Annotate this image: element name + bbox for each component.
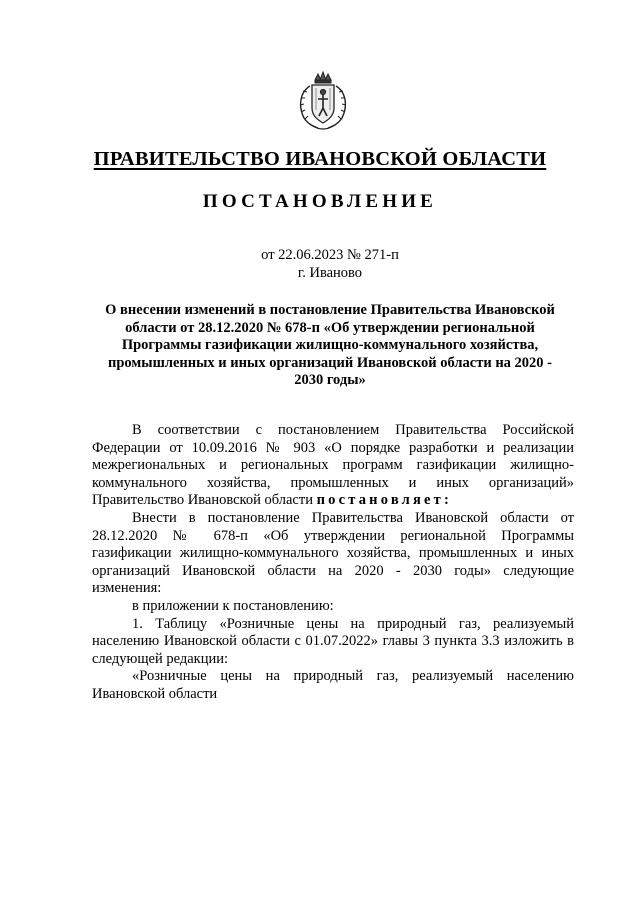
paragraph-appendix: в приложении к постановлению: [132, 597, 334, 614]
paragraph-item-1: 1. Таблицу «Розничные цены на природный газ, реализуемый населению Ивановской области с 01.07.2022» главы 3 пункта 3.3 изложить в следующей редакции: [92, 615, 574, 667]
document-city: г. Иваново [297, 265, 363, 281]
paragraph-table-title: «Розничные цены на природный газ, реализуемый населению Ивановской области [92, 668, 574, 702]
preamble-text: В соответствии с постановлением Правительства Российской Федерации от 10.09.2016 № 903 «О порядке разработки и реализации межрегиональных и региональных программ газификации жилищно-коммунального хозяйства, промышленных и иных организаций» Правительство Ивановской области [92, 422, 574, 509]
document-body [92, 422, 574, 704]
document-date-number: от 22.06.2023 № 271-п [261, 247, 399, 263]
document-type: ПОСТАНОВЛЕНИЕ [202, 191, 438, 212]
document-subject: О внесении изменений в постановление Правительства Ивановской области от 28.12.2020 № 678-п «Об утверждении региональной Программы газификации жилищно-коммунального хозяйства, промышленных и иных организаций Ивановской области на 2020 - 2030 годы» [105, 302, 555, 389]
resolves-word: постановляет: [316, 492, 453, 509]
government-title: ПРАВИТЕЛЬСТВО ИВАНОВСКОЙ ОБЛАСТИ [93, 148, 547, 170]
paragraph-preamble [92, 422, 574, 510]
paragraph-amendment: Внести в постановление Правительства Ивановской области от 28.12.2020 № 678-п «Об утверждении региональной Программы газификации жилищно-коммунального хозяйства, промышленных и иных организаций Ивановской области на 2020 - 2030 годы» следующие изменения: [92, 509, 574, 597]
coat-of-arms-icon [296, 70, 350, 132]
